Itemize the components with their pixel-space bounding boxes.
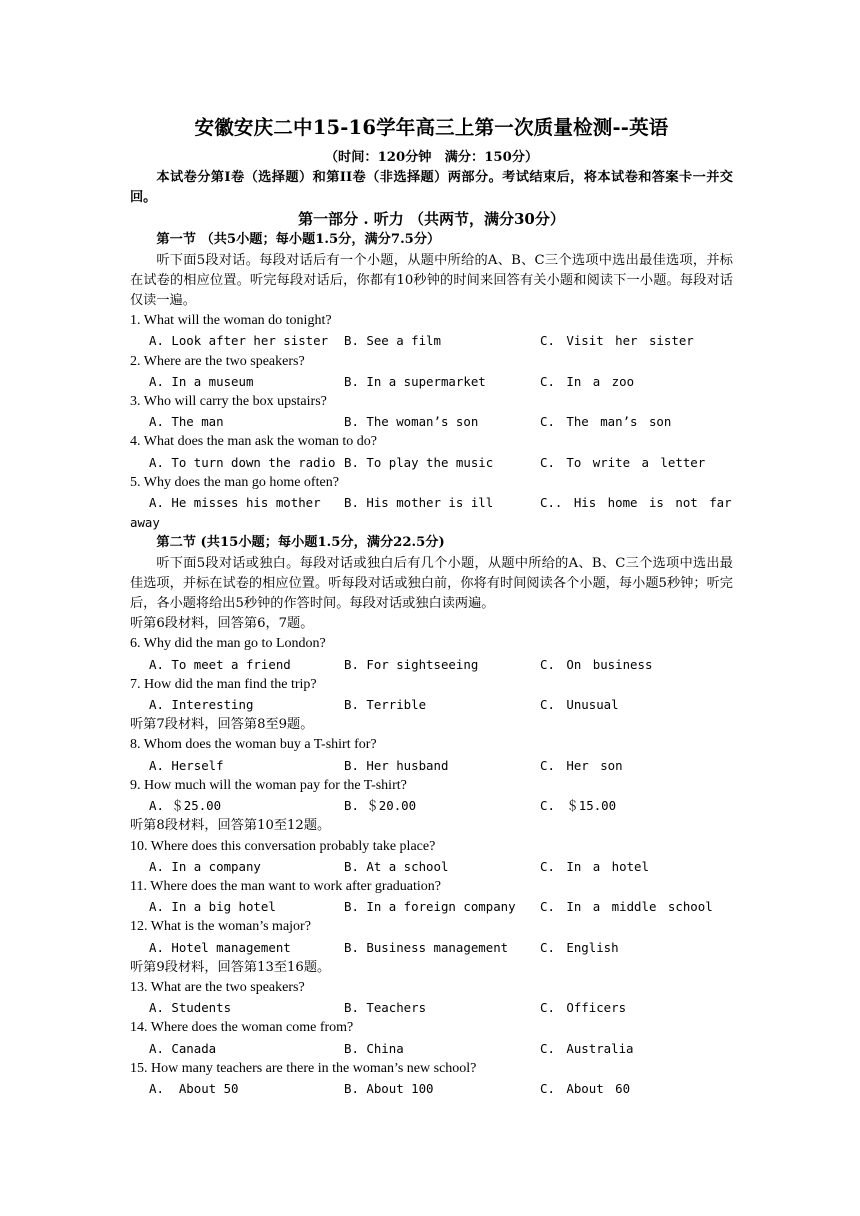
option-c: C. In a hotel [540,858,649,874]
question-text: 10. Where does this conversation probably take place? [130,838,436,854]
option-b: B. Her husband [344,757,449,773]
question-text: 9. How much will the woman pay for the T-shirt? [130,777,407,793]
option-b: B. China [344,1040,404,1056]
question-options [130,453,733,473]
question-text: 7. How did the man find the trip? [130,676,317,692]
question-options [130,493,733,513]
exam-intro: 本试卷分第I卷（选择题）和第II卷（非选择题）两部分。考试结束后，将本试卷和答案卡一并交回。 [130,170,733,206]
option-c: C. Officers [540,1000,627,1016]
option-a: A. He misses his mother [149,495,321,511]
section1-instructions: 听下面5段对话。每段对话后有一个小题，从题中所给的A、B、C三个选项中选出最佳选项，并标在试卷的相应位置。听完每段对话后，你都有10秒钟的时间来回答有关小题和阅读下一小题。每段对话仅读一遍。 [130,252,733,309]
option-b: B. Teachers [344,1000,427,1016]
question-text: 5. Why does the man go home often? [130,474,339,490]
question-text: 6. Why did the man go to London? [130,636,326,652]
question-options [130,412,733,432]
material-note: 听第6段材料，回答第6，7题。 [130,616,314,632]
option-a: A. Hotel management [149,939,291,955]
option-c: C.. His home is not far [540,495,732,511]
option-b: B. See a film [344,333,441,349]
option-c: C. ＄15.00 [540,798,617,814]
question-options [130,655,733,675]
question-options [130,695,733,715]
question-options [130,998,733,1018]
question-options [130,857,733,877]
section2-questions [130,614,733,1099]
option-a: A. Herself [149,757,224,773]
option-b: B. To play the music [344,454,494,470]
question-options [130,756,733,776]
section1-questions [130,311,733,533]
material-note: 听第8段材料，回答第10至12题。 [130,818,331,834]
question-text: 8. Whom does the woman buy a T-shirt for? [130,737,377,753]
question-options [130,331,733,351]
option-c: C. English [540,939,619,955]
question-text: 1. What will the woman do tonight? [130,313,332,329]
question-text: 11. Where does the man want to work after graduation? [130,878,442,894]
option-a: A. In a company [149,858,261,874]
question-text: 4. What does the man ask the woman to do? [130,434,378,450]
option-a: A. Look after her sister [149,333,329,349]
question-text: 15. How many teachers are there in the woman’s new school? [130,1060,477,1076]
question-options [130,1079,733,1099]
section1-title: 第一节 （共5小题；每小题1.5分，满分7.5分） [156,232,441,248]
question-text: 2. Where are the two speakers? [130,353,305,369]
option-a: A. The man [149,414,224,430]
option-c: C. To write a letter [540,454,706,470]
question-options [130,1039,733,1059]
option-c: C. About 60 [540,1080,631,1096]
question-options [130,796,733,816]
question-text: 3. Who will carry the box upstairs? [130,394,327,410]
option-b: B. Terrible [344,697,427,713]
question-text: 12. What is the woman’s major? [130,919,311,935]
option-c: C. In a zoo [540,373,635,389]
question-options [130,938,733,958]
part1-title: 第一部分 . 听力 （共两节，满分30分） [298,210,565,229]
option-a: A. Students [149,1000,232,1016]
material-note: 听第9段材料，回答第13至16题。 [130,959,331,975]
option-b: B. The woman’s son [344,414,479,430]
option-c: C. In a middle school [540,899,713,915]
option-a: A. In a museum [149,373,254,389]
option-a: A. About 50 [149,1080,239,1096]
option-b: B. At a school [344,858,449,874]
question-text: 13. What are the two speakers? [130,979,305,995]
material-note: 听第7段材料，回答第8至9题。 [130,717,314,733]
option-b: B. Business management [344,939,509,955]
option-c: C. The man’s son [540,414,672,430]
option-c: C. On business [540,656,653,672]
exam-title: 安徽安庆二中15-16学年高三上第一次质量检测--英语 [194,116,669,139]
option-b: B. For sightseeing [344,656,479,672]
option-c: C. Australia [540,1040,634,1056]
option-a: A. To meet a friend [149,656,291,672]
option-a: A. Interesting [149,697,254,713]
option-a: A. ＄25.00 [149,798,222,814]
option-b: B. ＄20.00 [344,798,417,814]
option-a: A. To turn down the radio [149,454,336,470]
question-options [130,897,733,917]
option-b: B. His mother is ill [344,495,494,511]
option-b: B. About 100 [344,1080,434,1096]
option-c: C. Visit her sister [540,333,694,349]
question-text: 14. Where does the woman come from? [130,1020,354,1036]
option-c: C. Unusual [540,697,619,713]
option-a: A. In a big hotel [149,899,276,915]
section2-instructions: 听下面5段对话或独白。每段对话或独白后有几个小题，从题中所给的A、B、C三个选项中选出最佳选项，并标在试卷的相应位置。听每段对话或独白前，你将有时间阅读各个小题，每小题5秒钟；听完后，各小题将给出5秒钟的作答时间。每段对话或独白读两遍。 [130,555,733,612]
section2-title: 第二节 (共15小题；每小题1.5分，满分22.5分) [156,535,445,551]
question-options [130,372,733,392]
option-b: B. In a supermarket [344,373,486,389]
option-a: A. Canada [149,1040,217,1056]
exam-page [130,112,733,1099]
option-b: B. In a foreign company [344,899,516,915]
option-c: C. Her son [540,757,623,773]
option-c-continued: away [130,515,160,531]
time-info: （时间：120分钟 满分：150分） [324,150,539,165]
